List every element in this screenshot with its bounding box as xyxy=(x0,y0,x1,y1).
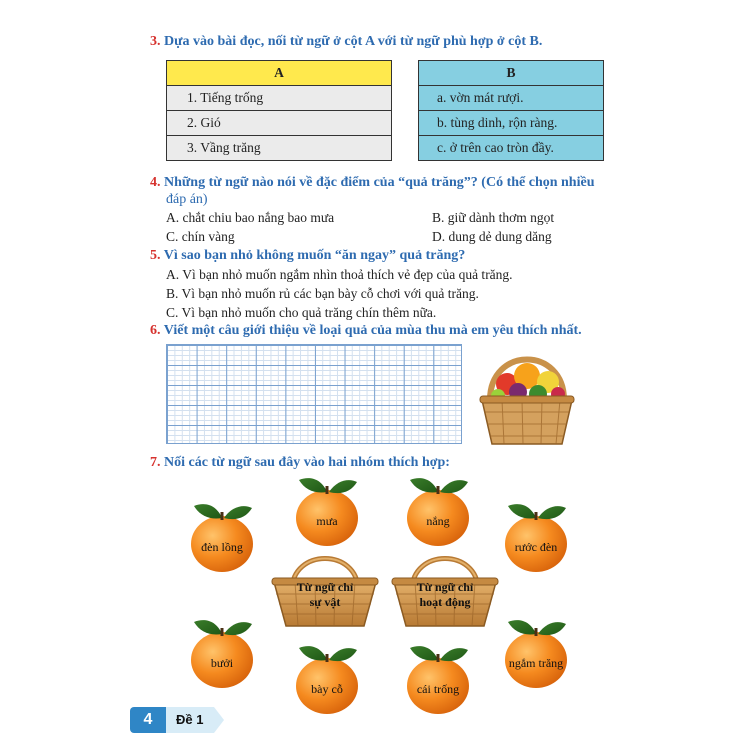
orange-word-card[interactable] xyxy=(182,612,262,692)
answer-option[interactable]: C. chín vàng xyxy=(166,229,235,244)
orange-icon xyxy=(398,638,478,718)
orange-word: bày cỗ xyxy=(311,682,343,696)
orange-icon xyxy=(496,496,576,576)
question-number: 4. xyxy=(150,175,161,190)
basket-label-line: hoạt động xyxy=(419,595,471,609)
orange-icon xyxy=(496,612,576,692)
answer-option[interactable]: B. giữ dành thơm ngọt xyxy=(432,210,555,225)
answer-option[interactable]: D. dung dẻ dung dăng xyxy=(432,229,552,244)
question-number: 6. xyxy=(150,323,161,338)
answer-option[interactable]: C. Vì bạn nhỏ muốn cho quả trăng chín thêm nữa. xyxy=(166,305,437,320)
orange-word: đèn lồng xyxy=(201,540,243,554)
orange-icon xyxy=(182,612,262,692)
test-label: Đề 1 xyxy=(176,712,204,727)
column-a-row[interactable]: 3. Vầng trăng xyxy=(167,136,392,161)
question-4-cont xyxy=(166,192,208,208)
column-b-row[interactable]: b. tùng dinh, rộn ràng. xyxy=(419,111,604,136)
column-a-header: A xyxy=(167,61,392,86)
orange-icon xyxy=(398,470,478,550)
question-6 xyxy=(150,323,582,339)
question-5 xyxy=(150,248,465,264)
basket-label xyxy=(400,580,490,610)
basket-label-line: Từ ngữ chỉ xyxy=(416,580,474,594)
basket-activities[interactable] xyxy=(390,542,500,632)
orange-icon xyxy=(287,470,367,550)
column-b-row[interactable]: c. ở trên cao tròn đầy. xyxy=(419,136,604,161)
question-text: Viết một câu giới thiệu về loại quả của mùa thu mà em yêu thích nhất. xyxy=(163,323,582,338)
column-b-row[interactable]: a. vờn mát rượi. xyxy=(419,86,604,111)
answer-option[interactable]: A. Vì bạn nhỏ muốn ngắm nhìn thoả thích vẻ đẹp của quả trăng. xyxy=(166,267,513,282)
orange-word-card[interactable] xyxy=(287,470,367,550)
column-a-row[interactable]: 1. Tiếng trống xyxy=(167,86,392,111)
orange-word-card[interactable] xyxy=(496,612,576,692)
page-number: 4 xyxy=(130,707,166,733)
orange-icon xyxy=(287,638,367,718)
column-b-header: B xyxy=(419,61,604,86)
orange-word-card[interactable] xyxy=(398,470,478,550)
orange-word-card[interactable] xyxy=(496,496,576,576)
orange-word-card[interactable] xyxy=(398,638,478,718)
question-4 xyxy=(150,175,594,191)
basket-label-line: sự vật xyxy=(309,595,341,609)
orange-word: mưa xyxy=(316,514,338,528)
orange-word: rước đèn xyxy=(514,540,558,554)
fruit-basket-illustration xyxy=(472,342,582,450)
column-a-row[interactable]: 2. Gió xyxy=(167,111,392,136)
orange-word-card[interactable] xyxy=(182,496,262,576)
question-text: đáp án) xyxy=(166,192,208,207)
orange-word: nắng xyxy=(426,514,450,528)
orange-word: ngắm trăng xyxy=(508,656,564,670)
question-number: 5. xyxy=(150,248,161,263)
orange-word-card[interactable] xyxy=(287,638,367,718)
question-text: Những từ ngữ nào nói về đặc điểm của “quả trăng”? (Có thể chọn nhiều xyxy=(164,175,595,190)
question-text: Nối các từ ngữ sau đây vào hai nhóm thích hợp: xyxy=(164,455,450,470)
question-number: 7. xyxy=(150,455,161,470)
orange-icon xyxy=(182,496,262,576)
writing-grid[interactable] xyxy=(166,344,462,444)
question-3 xyxy=(150,34,542,50)
question-text: Vì sao bạn nhỏ không muốn “ăn ngay” quả trăng? xyxy=(163,248,466,263)
question-text: Dựa vào bài đọc, nối từ ngữ ở cột A với từ ngữ phù hợp ở cột B. xyxy=(164,34,543,49)
answer-option[interactable]: B. Vì bạn nhỏ muốn rủ các bạn bày cỗ chơi với quả trăng. xyxy=(166,286,479,301)
question-number: 3. xyxy=(150,34,161,49)
orange-word: cái trống xyxy=(416,682,460,696)
answer-option[interactable]: A. chắt chiu bao nắng bao mưa xyxy=(166,210,335,225)
orange-word: bưởi xyxy=(210,656,234,670)
question-7 xyxy=(150,455,450,471)
basket-label-line: Từ ngữ chỉ xyxy=(296,580,354,594)
column-a-table xyxy=(166,60,392,161)
column-b-table xyxy=(418,60,604,161)
basket-things[interactable] xyxy=(270,542,380,632)
basket-label xyxy=(280,580,370,610)
